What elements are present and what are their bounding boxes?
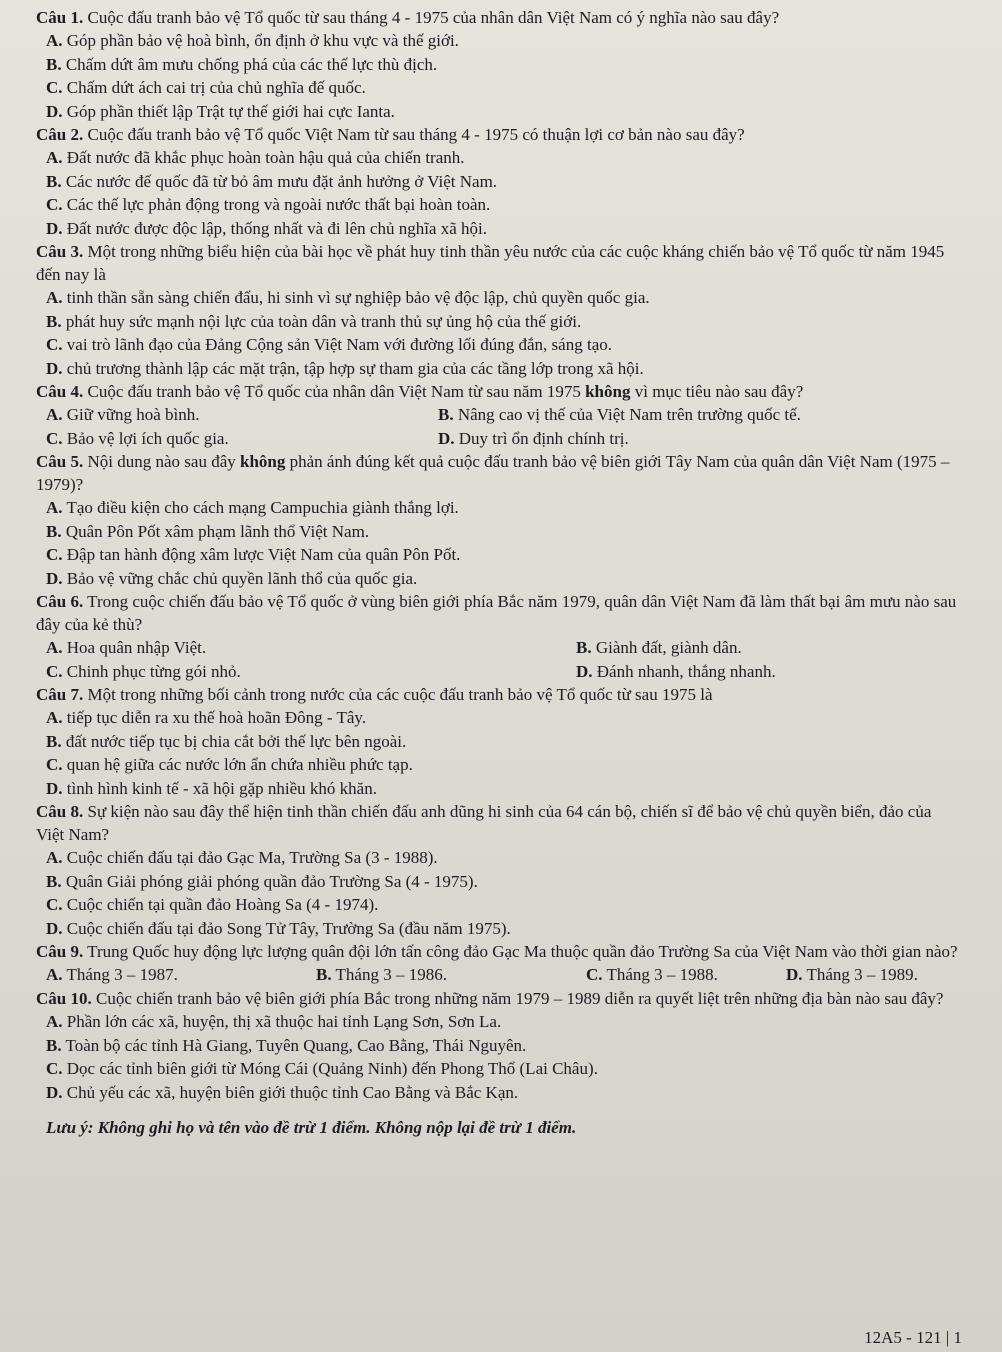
- option-d: D. Tháng 3 – 1989.: [786, 965, 918, 984]
- question-label: Câu 2.: [36, 125, 84, 144]
- question-label: Câu 8.: [36, 802, 84, 821]
- question-label: Câu 6.: [36, 592, 84, 611]
- option-c: C. Chinh phục từng gói nhỏ.: [46, 661, 241, 681]
- option-c: C. vai trò lãnh đạo của Đảng Cộng sản Việt Nam với đường lối đúng đắn, sáng tạo.: [46, 335, 612, 354]
- option-a: A. Hoa quân nhập Việt.: [46, 638, 207, 657]
- option-c: C. Bảo vệ lợi ích quốc gia.: [46, 428, 229, 448]
- option-c: C. Chấm dứt ách cai trị của chủ nghĩa đế quốc.: [46, 78, 366, 97]
- question-text: Sự kiện nào sau đây thể hiện tinh thần chiến đấu anh dũng hi sinh của 64 cán bộ, chiến sĩ để bảo vệ chủ quyền biển, đảo của Việt Nam?: [36, 802, 932, 844]
- question-5: Câu 5. Nội dung nào sau đây không phản ánh đúng kết quả cuộc đấu tranh bảo vệ biên giới Tây Nam của quân dân Việt Nam (1975 – 1979)? A. Tạo điều kiện cho cách mạng Campuchia giành thắng lợi. B. Quân Pôn Pốt xâm phạm lãnh thổ Việt Nam. C. Đập tan hành động xâm lược Việt Nam của quân Pôn Pốt. D. Bảo vệ vững chắc chủ quyền lãnh thổ của quốc gia.: [36, 450, 962, 590]
- option-a: A. Góp phần bảo vệ hoà bình, ổn định ở khu vực và thế giới.: [46, 31, 459, 50]
- exam-note: Lưu ý: Không ghi họ và tên vào đề trừ 1 điểm. Không nộp lại đề trừ 1 điểm.: [46, 1118, 577, 1137]
- question-text: Một trong những biểu hiện của bài học về phát huy tinh thần yêu nước của các cuộc kháng chiến bảo vệ Tổ quốc từ năm 1945 đến nay là: [36, 242, 945, 284]
- option-c: C. Cuộc chiến tại quần đảo Hoàng Sa (4 - 1974).: [46, 895, 379, 914]
- option-d: D. Chủ yếu các xã, huyện biên giới thuộc tỉnh Cao Bằng và Bắc Kạn.: [46, 1082, 519, 1102]
- option-d: D. chủ trương thành lập các mặt trận, tập hợp sự tham gia của các tầng lớp trong xã hội.: [46, 358, 644, 378]
- question-1: [36, 6, 962, 123]
- option-a: A. Giữ vững hoà bình.: [46, 405, 200, 424]
- option-b: B. Toàn bộ các tỉnh Hà Giang, Tuyên Quang, Cao Bằng, Thái Nguyên.: [46, 1035, 527, 1055]
- option-d: D. tình hình kinh tế - xã hội gặp nhiều khó khăn.: [46, 778, 377, 798]
- question-10: [36, 987, 962, 1104]
- question-text: Trong cuộc chiến đấu bảo vệ Tổ quốc ở vùng biên giới phía Bắc năm 1979, quân dân Việt Nam đã làm thất bại âm mưu nào sau đây của kẻ thù?: [36, 592, 957, 634]
- question-text: Cuộc đấu tranh bảo vệ Tổ quốc từ sau tháng 4 - 1975 của nhân dân Việt Nam có ý nghĩa nào sau đây?: [83, 8, 780, 27]
- question-6: [36, 590, 962, 683]
- option-b: B. Tháng 3 – 1986.: [316, 965, 447, 984]
- option-d: D. Đánh nhanh, thắng nhanh.: [576, 661, 776, 681]
- option-b: B. đất nước tiếp tục bị chia cắt bởi thế lực bên ngoài.: [46, 731, 407, 751]
- option-b: B. Nâng cao vị thế của Việt Nam trên trường quốc tế.: [438, 405, 801, 424]
- option-c: C. quan hệ giữa các nước lớn ẩn chứa nhiều phức tạp.: [46, 755, 413, 774]
- question-9: [36, 940, 962, 987]
- option-a: A. Cuộc chiến đấu tại đảo Gạc Ma, Trường Sa (3 - 1988).: [46, 848, 438, 867]
- option-a: A. Phần lớn các xã, huyện, thị xã thuộc hai tỉnh Lạng Sơn, Sơn La.: [46, 1012, 502, 1031]
- question-text: Một trong những bối cảnh trong nước của các cuộc đấu tranh bảo vệ Tổ quốc từ sau 1975 là: [83, 685, 713, 704]
- option-b: B. Quân Pôn Pốt xâm phạm lãnh thổ Việt Nam.: [46, 521, 370, 541]
- option-d: D. Góp phần thiết lập Trật tự thế giới hai cực Ianta.: [46, 101, 395, 121]
- question-label: Câu 1.: [36, 8, 84, 27]
- option-a: A. tinh thần sẵn sàng chiến đấu, hi sinh vì sự nghiệp bảo vệ độc lập, chủ quyền quốc gia.: [46, 288, 650, 307]
- option-b: B. phát huy sức mạnh nội lực của toàn dân và tranh thủ sự ủng hộ của thế giới.: [46, 311, 582, 331]
- option-b: B. Quân Giải phóng giải phóng quần đảo Trường Sa (4 - 1975).: [46, 871, 478, 891]
- option-d: D. Bảo vệ vững chắc chủ quyền lãnh thổ của quốc gia.: [46, 568, 418, 588]
- question-label: Câu 4.: [36, 382, 84, 401]
- exam-code: 12A5 - 121 | 1: [864, 1328, 962, 1347]
- question-text: Cuộc chiến tranh bảo vệ biên giới phía Bắc trong những năm 1979 – 1989 diễn ra quyết liệt trên những địa bàn nào sau đây?: [91, 989, 944, 1008]
- option-a: A. Tháng 3 – 1987.: [46, 965, 178, 984]
- option-b: B. Chấm dứt âm mưu chống phá của các thế lực thù địch.: [46, 54, 438, 74]
- question-text: Cuộc đấu tranh bảo vệ Tổ quốc Việt Nam từ sau tháng 4 - 1975 có thuận lợi cơ bản nào sau đây?: [83, 125, 745, 144]
- option-d: D. Đất nước được độc lập, thống nhất và đi lên chủ nghĩa xã hội.: [46, 218, 487, 238]
- question-8: [36, 800, 962, 940]
- option-b: B. Các nước đế quốc đã từ bỏ âm mưu đặt ảnh hưởng ở Việt Nam.: [46, 171, 498, 191]
- option-c: C. Các thế lực phản động trong và ngoài nước thất bại hoàn toàn.: [46, 195, 491, 214]
- option-c: C. Dọc các tỉnh biên giới từ Móng Cái (Quảng Ninh) đến Phong Thổ (Lai Châu).: [46, 1059, 598, 1078]
- question-label: Câu 9.: [36, 942, 84, 961]
- option-a: A. tiếp tục diễn ra xu thế hoà hoãn Đông - Tây.: [46, 708, 367, 727]
- question-7: [36, 683, 962, 800]
- question-4: Câu 4. Cuộc đấu tranh bảo vệ Tổ quốc của nhân dân Việt Nam từ sau năm 1975 không vì mục tiêu nào sau đây? A. Giữ vững hoà bình. B. Nâng cao vị thế của Việt Nam trên trường quốc tế. C. Bảo vệ lợi ích quốc gia. D. Duy trì ổn định chính trị.: [36, 380, 962, 450]
- question-3: [36, 240, 962, 380]
- option-a: A. Đất nước đã khắc phục hoàn toàn hậu quả của chiến tranh.: [46, 148, 465, 167]
- question-label: Câu 3.: [36, 242, 84, 261]
- question-2: [36, 123, 962, 240]
- question-label: Câu 5.: [36, 452, 84, 471]
- question-label: Câu 10.: [36, 989, 92, 1008]
- question-label: Câu 7.: [36, 685, 84, 704]
- option-c: C. Đập tan hành động xâm lược Việt Nam của quân Pôn Pốt.: [46, 545, 461, 564]
- option-a: A. Tạo điều kiện cho cách mạng Campuchia giành thắng lợi.: [46, 498, 459, 517]
- option-c: C. Tháng 3 – 1988.: [586, 965, 718, 984]
- question-text: Trung Quốc huy động lực lượng quân đội lớn tấn công đảo Gạc Ma thuộc quần đảo Trường Sa của Việt Nam vào thời gian nào?: [83, 942, 958, 961]
- option-d: D. Duy trì ổn định chính trị.: [438, 428, 629, 448]
- option-d: D. Cuộc chiến đấu tại đảo Song Tử Tây, Trường Sa (đầu năm 1975).: [46, 918, 511, 938]
- option-b: B. Giành đất, giành dân.: [576, 638, 742, 657]
